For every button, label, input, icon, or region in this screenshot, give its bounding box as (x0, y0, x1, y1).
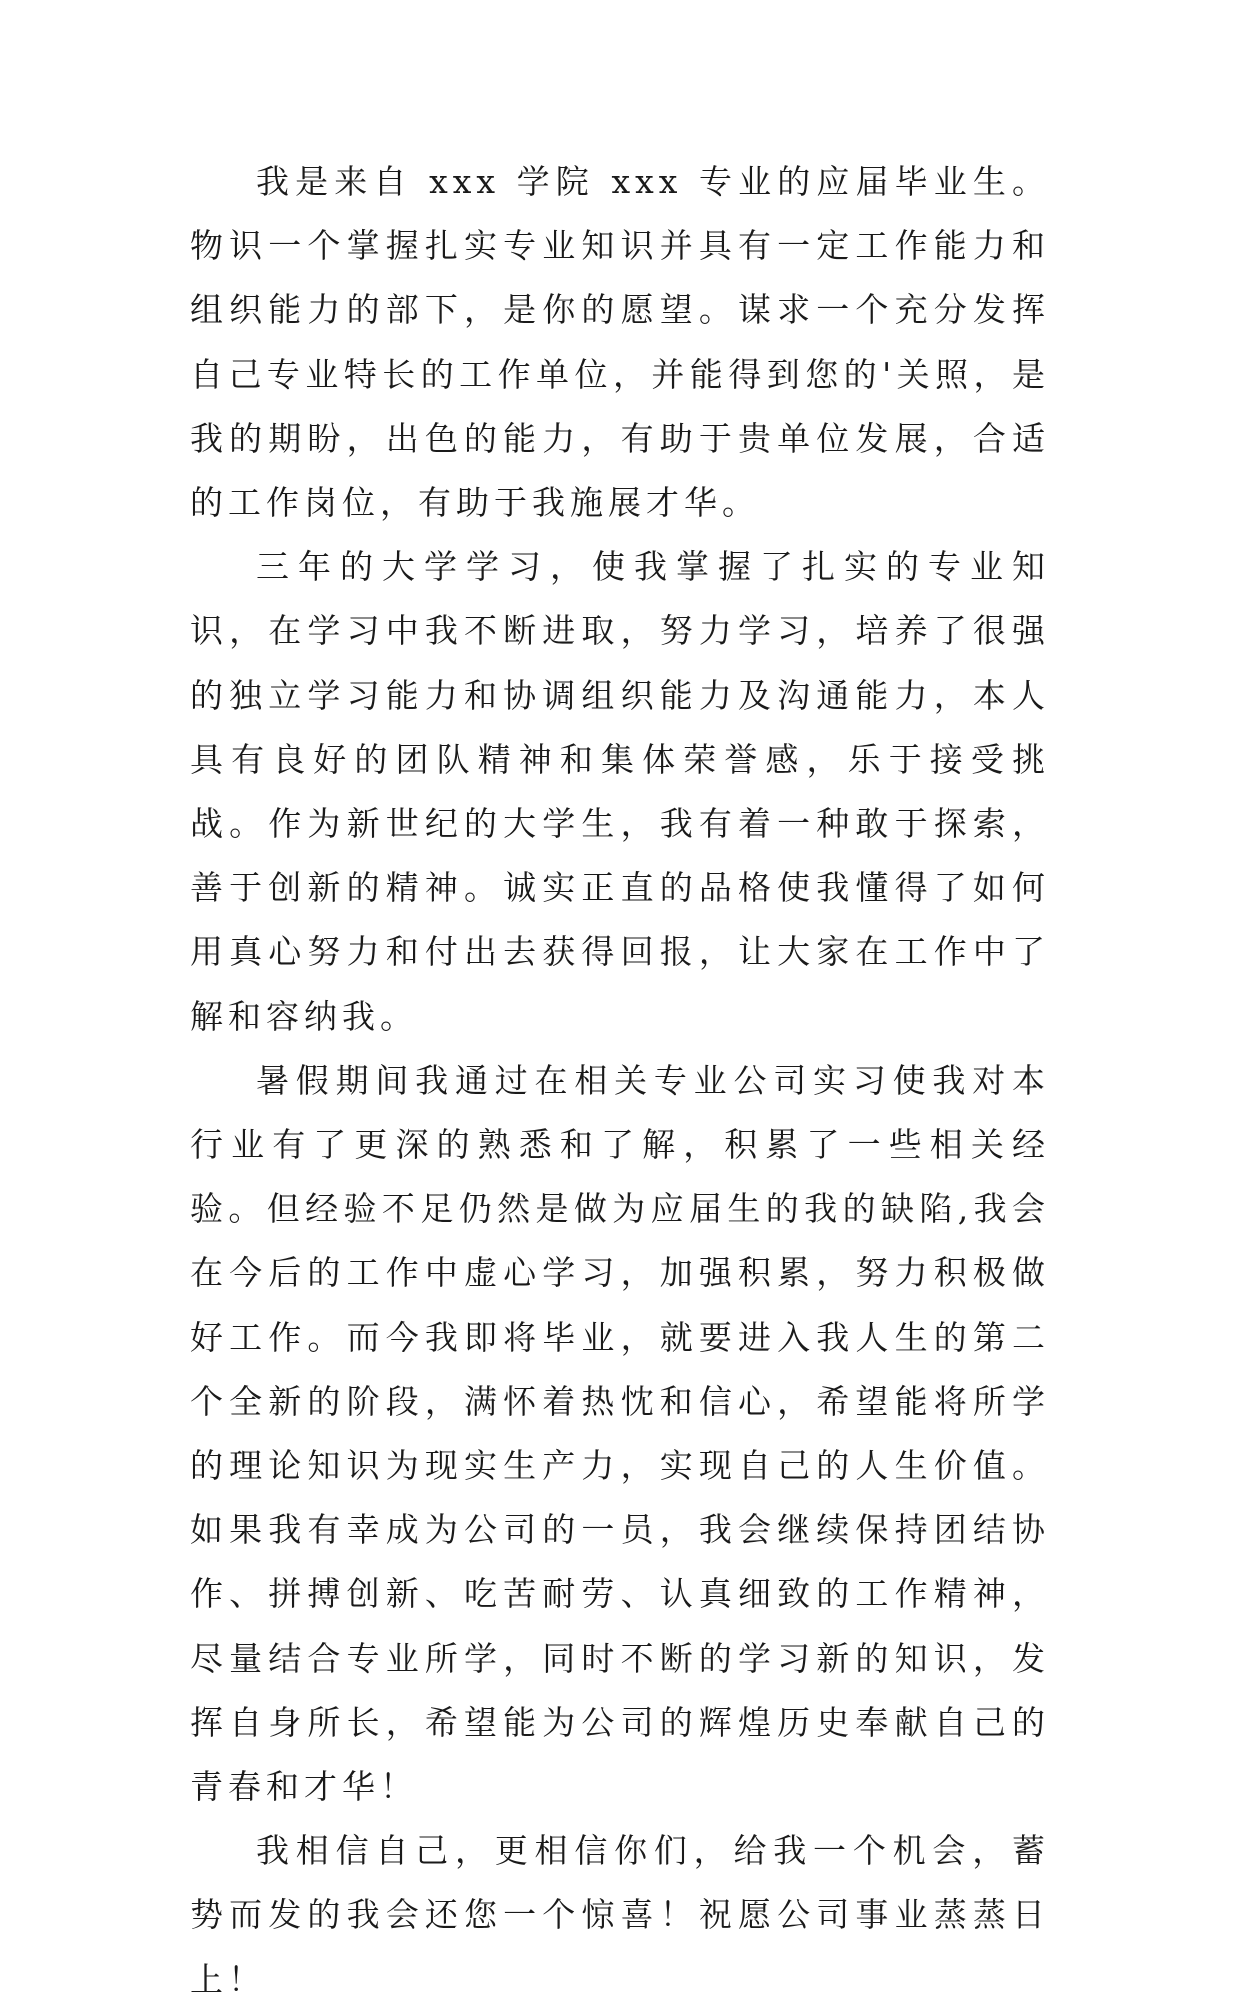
paragraph-1: 我是来自 xxx 学院 xxx 专业的应届毕业生。物识一个掌握扎实专业知识并具有一定工作能力和组织能力的部下，是你的愿望。谋求一个充分发挥自己专业特长的工作单位，并能得到您的'关照，是我的期盼，出色的能力，有助于贵单位发展，合适的工作岗位，有助于我施展才华。 (190, 162, 1050, 523)
document-body (190, 150, 1050, 2012)
paragraph-2: 三年的大学学习，使我掌握了扎实的专业知识，在学习中我不断进取，努力学习，培养了很强的独立学习能力和协调组织能力及沟通能力，本人具有良好的团队精神和集体荣誉感，乐于接受挑战。作为新世纪的大学生，我有着一种敢于探索，善于创新的精神。诚实正直的品格使我懂得了如何用真心努力和付出去获得回报，让大家在工作中了解和容纳我。 (190, 547, 1050, 1036)
paragraph-4: 我相信自己，更相信你们，给我一个机会，蓄势而发的我会还您一个惊喜！祝愿公司事业蒸蒸日上！ (190, 1831, 1050, 1999)
paragraph-3: 暑假期间我通过在相关专业公司实习使我对本行业有了更深的熟悉和了解，积累了一些相关经验。但经验不足仍然是做为应届生的我的缺陷,我会在今后的工作中虚心学习，加强积累，努力积极做好工作。而今我即将毕业，就要进入我人生的第二个全新的阶段，满怀着热忱和信心，希望能将所学的理论知识为现实生产力，实现自己的人生价值。如果我有幸成为公司的一员，我会继续保持团结协作、拼搏创新、吃苦耐劳、认真细致的工作精神，尽量结合专业所学，同时不断的学习新的知识，发挥自身所长，希望能为公司的辉煌历史奉献自己的青春和才华！ (190, 1060, 1050, 1807)
